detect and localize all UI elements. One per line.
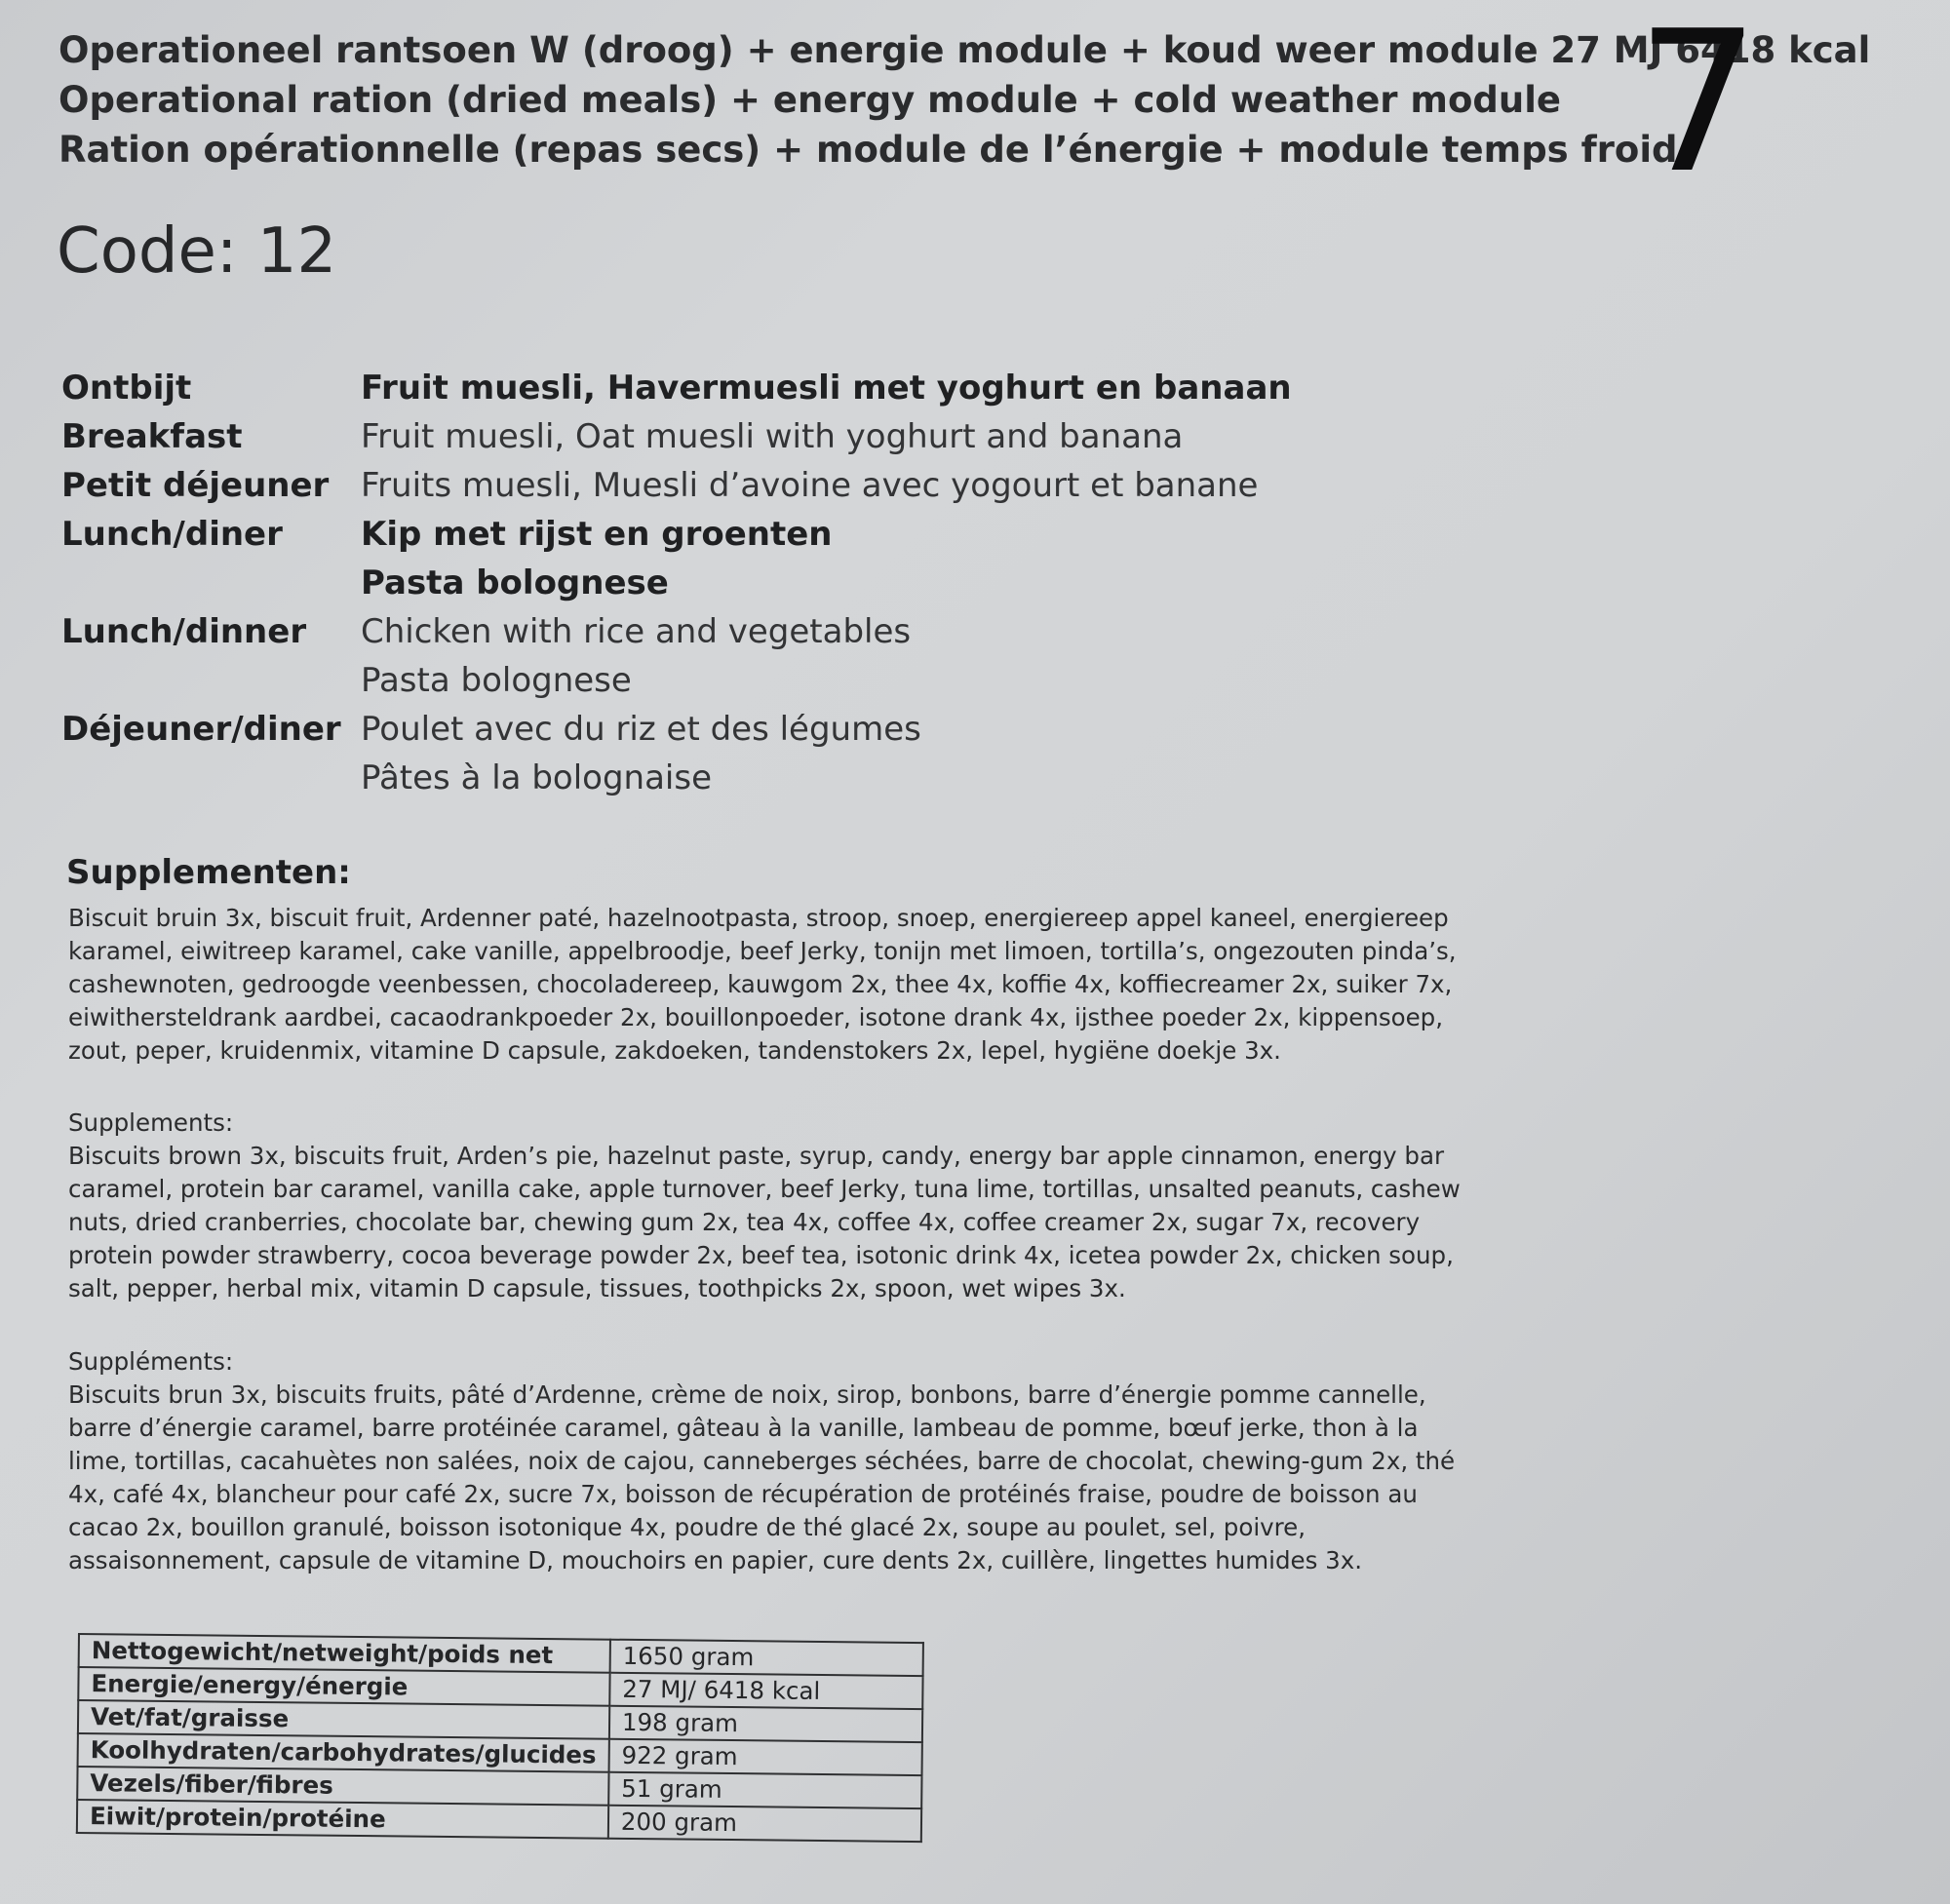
- nutrient-value: 27 MJ/ 6418 kcal: [609, 1673, 922, 1709]
- meal-label: Petit déjeuner: [61, 466, 330, 505]
- menu-number: 7: [1636, 0, 1761, 216]
- meal-value: Pâtes à la bolognaise: [361, 758, 712, 797]
- meal-value: Pasta bolognese: [361, 661, 632, 700]
- meal-value: Chicken with rice and vegetables: [361, 612, 912, 651]
- meal-label: Breakfast: [61, 417, 243, 456]
- meal-value: Fruit muesli, Havermuesli met yoghurt en banaan: [361, 369, 1292, 408]
- nutrient-label: Vezels/fiber/fibres: [77, 1767, 608, 1806]
- supplements-title-french: Suppléments:: [68, 1347, 234, 1376]
- meal-value: Kip met rijst en groenten: [361, 515, 833, 554]
- meal-value: Fruit muesli, Oat muesli with yoghurt and banana: [361, 417, 1184, 456]
- meal-label: Ontbijt: [61, 369, 192, 408]
- supplements-french: [68, 1345, 1472, 1577]
- nutrient-label: Nettogewicht/netweight/poids net: [79, 1634, 610, 1673]
- nutrient-label: Eiwit/protein/protéine: [77, 1800, 608, 1839]
- meal-label: Lunch/dinner: [61, 612, 307, 651]
- title-english: Operational ration (dried meals) + energy module + cold weather module: [58, 79, 1561, 121]
- meal-label: Lunch/diner: [61, 515, 283, 554]
- supplements-title-dutch: Supplementen:: [66, 853, 351, 892]
- ration-code: Code: 12: [57, 215, 337, 288]
- nutrient-value: 1650 gram: [609, 1640, 922, 1676]
- meal-value: Poulet avec du riz et des légumes: [361, 710, 921, 749]
- nutrient-label: Koolhydraten/carbohydrates/glucides: [78, 1733, 609, 1772]
- supplements-dutch: [68, 902, 1472, 1068]
- nutrient-value: 198 gram: [609, 1706, 922, 1742]
- meal-value: Fruits muesli, Muesli d’avoine avec yogourt et banane: [361, 466, 1259, 505]
- nutrition-table: [76, 1633, 924, 1843]
- nutrient-value: 51 gram: [608, 1772, 921, 1808]
- title-french: Ration opérationnelle (repas secs) + module de l’énergie + module temps froid: [58, 129, 1678, 171]
- supplements-text: Biscuits brun 3x, biscuits fruits, pâté d’Ardenne, crème de noix, sirop, bonbons, barre d’énergie pomme cannelle, barre d’énergie caramel, barre protéinée caramel, gâteau à la vanille, lambeau de pomme, bœuf jerke, thon à la lime, tortillas, cacahuètes non salées, noix de cajou, canneberges séchées, barre de chocolat, chewing-gum 2x, thé 4x, café 4x, blancheur pour café 2x, sucre 7x, boisson de récupération de protéinés fraise, poudre de boisson au cacao 2x, bouillon granulé, boisson isotonique 4x, poudre de thé glacé 2x, soupe au poulet, sel, poivre, assaisonnement, capsule de vitamine D, mouchoirs en papier, cure dents 2x, cuillère, lingettes humides 3x.: [68, 1380, 1456, 1574]
- title-dutch: Operationeel rantsoen W (droog) + energie module + koud weer module 27 MJ 6418 kcal: [58, 29, 1871, 71]
- supplements-text: Biscuits brown 3x, biscuits fruit, Arden’s pie, hazelnut paste, syrup, candy, energy bar apple cinnamon, energy bar caramel, protein bar caramel, vanilla cake, apple turnover, beef Jerky, tuna lime, tortillas, unsalted peanuts, cashew nuts, dried cranberries, chocolate bar, chewing gum 2x, tea 4x, coffee 4x, coffee creamer 2x, sugar 7x, recovery protein powder strawberry, cocoa beverage powder 2x, beef tea, isotonic drink 4x, icetea powder 2x, chicken soup, salt, pepper, herbal mix, vitamin D capsule, tissues, toothpicks 2x, spoon, wet wipes 3x.: [68, 1142, 1461, 1302]
- supplements-english: [68, 1107, 1472, 1305]
- nutrient-value: 922 gram: [608, 1739, 921, 1775]
- supplements-text: Biscuit bruin 3x, biscuit fruit, Ardenner paté, hazelnootpasta, stroop, snoep, energiereep appel kaneel, energiereep karamel, eiwitreep karamel, cake vanille, appelbroodje, beef Jerky, tonijn met limoen, tortilla’s, ongezouten pinda’s, cashewnoten, gedroogde veenbessen, chocoladereep, kauwgom 2x, thee 4x, koffie 4x, koffiecreamer 2x, suiker 7x, eiwithersteldrank aardbei, cacaodrankpoeder 2x, bouillonpoeder, isotone drank 4x, ijsthee poeder 2x, kippensoep, zout, peper, kruidenmix, vitamine D capsule, zakdoeken, tandenstokers 2x, lepel, hygiëne doekje 3x.: [68, 904, 1457, 1065]
- meal-label: Déjeuner/diner: [61, 710, 341, 749]
- nutrient-label: Energie/energy/énergie: [78, 1667, 609, 1706]
- meal-value: Pasta bolognese: [361, 563, 669, 602]
- nutrient-value: 200 gram: [608, 1806, 921, 1842]
- ration-title: [58, 25, 1870, 175]
- supplements-title-english: Supplements:: [68, 1108, 234, 1137]
- nutrient-label: Vet/fat/graisse: [78, 1700, 609, 1739]
